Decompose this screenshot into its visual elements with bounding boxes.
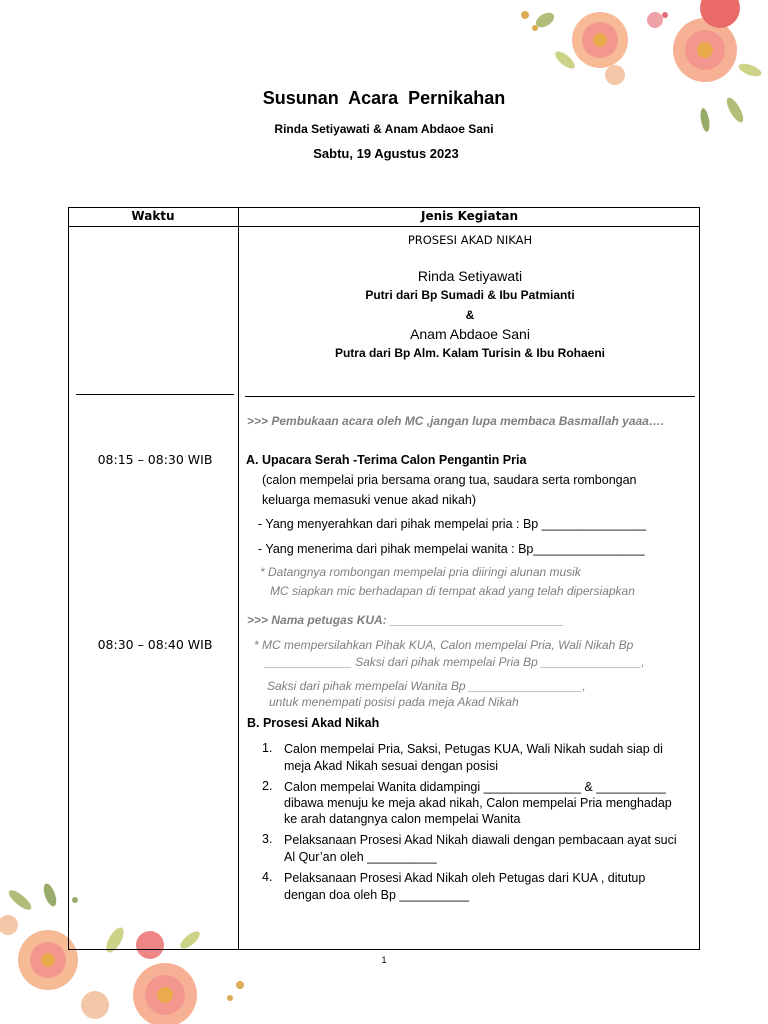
- section-a-title: A. Upacara Serah -Terima Calon Pengantin Pria: [246, 453, 527, 467]
- column-divider: [238, 207, 239, 950]
- bride-name: Rinda Setiyawati: [417, 268, 523, 284]
- list-number: 4.: [262, 870, 273, 884]
- column-header-time: Waktu: [131, 209, 175, 223]
- header-divider: [68, 226, 700, 227]
- section-b-title: B. Prosesi Akad Nikah: [247, 716, 380, 730]
- list-number: 3.: [262, 832, 273, 846]
- list-number: 1.: [262, 741, 273, 755]
- kua-note: Saksi dari pihak mempelai Wanita Bp _________________,: [267, 679, 586, 693]
- list-number: 2.: [262, 779, 273, 793]
- event-date: Sabtu, 19 Agustus 2023: [313, 146, 459, 161]
- page-title: Susunan Acara Pernikahan: [262, 88, 506, 108]
- list-text: Pelaksanaan Prosesi Akad Nikah oleh Petugas dari KUA , ditutup: [284, 871, 646, 885]
- bride-parents: Putri dari Bp Sumadi & Ibu Patmianti: [365, 288, 575, 302]
- section-a-desc: keluarga memasuki venue akad nikah): [262, 493, 477, 507]
- kua-note: _____________ Saksi dari pihak mempelai Pria Bp _______________,: [265, 655, 645, 669]
- list-text: dengan doa oleh Bp __________: [284, 888, 469, 902]
- list-text: Al Qur’an oleh __________: [284, 850, 437, 864]
- section-a-note: MC siapkan mic berhadapan di tempat akad yang telah dipersiapkan: [270, 584, 635, 598]
- list-text: dibawa menuju ke meja akad nikah, Calon mempelai Pria menghadap: [284, 796, 672, 810]
- ceremony-heading: PROSESI AKAD NIKAH: [407, 233, 533, 247]
- groom-name: Anam Abdaoe Sani: [410, 326, 530, 342]
- list-text: Pelaksanaan Prosesi Akad Nikah diawali dengan pembacaan ayat suci: [284, 833, 677, 847]
- time-slot-1: 08:15 – 08:30 WIB: [97, 452, 213, 467]
- page-number: 1: [381, 955, 387, 965]
- kua-note: * MC mempersilahkan Pihak KUA, Calon mempelai Pria, Wali Nikah Bp: [254, 638, 634, 652]
- separator-line: [76, 394, 234, 395]
- handover-receiver: - Yang menerima dari pihak mempelai wanita : Bp________________: [258, 542, 645, 556]
- kua-note: untuk menempati posisi pada meja Akad Nikah: [269, 695, 519, 709]
- list-text: Calon mempelai Pria, Saksi, Petugas KUA, Wali Nikah sudah siap di: [284, 742, 663, 756]
- groom-parents: Putra dari Bp Alm. Kalam Turisin & Ibu Rohaeni: [334, 346, 606, 360]
- list-text: Calon mempelai Wanita didampingi ______________ & __________: [284, 780, 666, 794]
- list-text: meja Akad Nikah sesuai dengan posisi: [284, 759, 499, 773]
- time-slot-2: 08:30 – 08:40 WIB: [97, 637, 213, 652]
- kua-officer-name: >>> Nama petugas KUA: __________________________: [247, 613, 564, 627]
- floral-decoration-top-right: [505, 0, 768, 140]
- handover-giver: - Yang menyerahkan dari pihak mempelai pria : Bp _______________: [258, 517, 646, 531]
- section-a-note: * Datangnya rombongan mempelai pria diiringi alunan musik: [260, 565, 581, 579]
- ampersand: &: [465, 308, 475, 322]
- couple-names: Rinda Setiyawati & Anam Abdaoe Sani: [274, 122, 494, 136]
- opening-note: >>> Pembukaan acara oleh MC ,jangan lupa membaca Basmallah yaaa….: [247, 414, 665, 428]
- section-a-desc: (calon mempelai pria bersama orang tua, saudara serta rombongan: [262, 473, 637, 487]
- separator-line: [245, 396, 695, 397]
- list-text: ke arah datangnya calon mempelai Wanita: [284, 812, 521, 826]
- column-header-activity: Jenis Kegiatan: [421, 209, 518, 223]
